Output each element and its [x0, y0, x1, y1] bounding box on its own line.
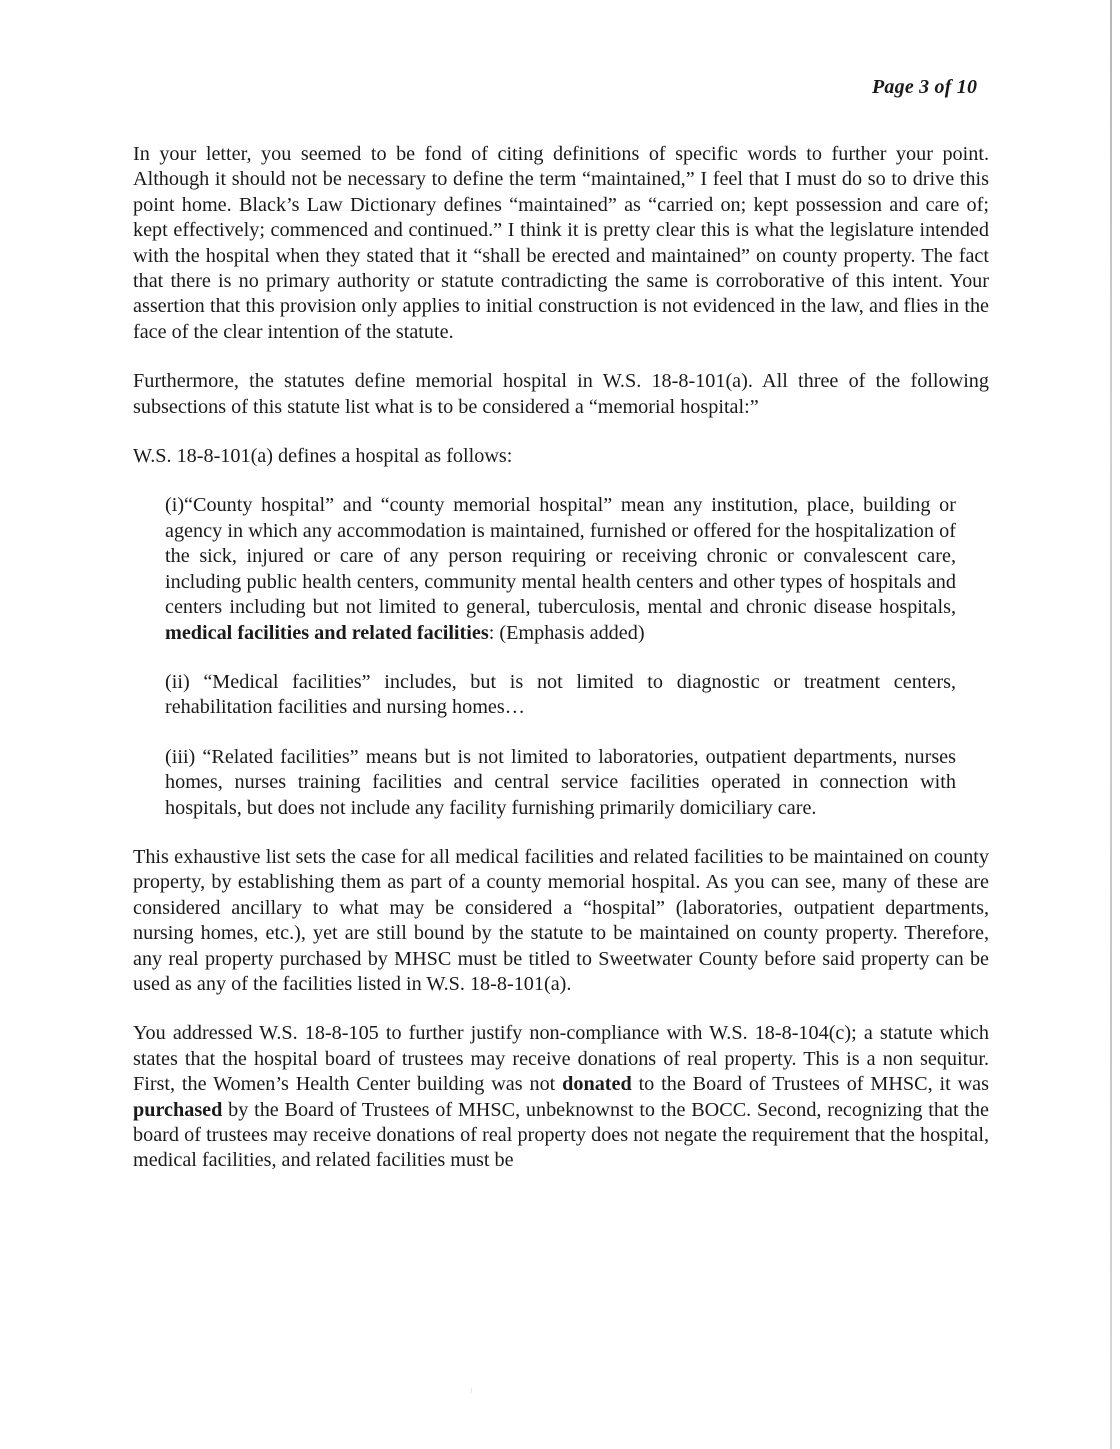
purchased-emphasis: purchased [133, 1098, 223, 1121]
donations-text-2: to the Board of Trustees of MHSC, it was [631, 1073, 989, 1096]
page-number: Page 3 of 10 [872, 76, 978, 98]
paragraph-donations [133, 1021, 989, 1173]
letter-body [133, 142, 989, 1174]
quote-i-text: (i)“County hospital” and “county memorial hospital” mean any institution, place, building or agency in which any accommodation is maintained, furnished or offered for the hospitalization of the sick, injured or care of any person requiring or receiving chronic or convalescent care, including public health centers, community mental health centers and other types of hospitals and centers including but not limited to general, tuberculosis, mental and chronic disease hospitals, [165, 494, 956, 619]
donated-emphasis: donated [562, 1073, 632, 1096]
paragraph-memorial-hospital: Furthermore, the statutes define memorial hospital in W.S. 18-8-101(a). All three of the following subsections of this statute list what is to be considered a “memorial hospital:” [133, 370, 989, 418]
quote-i-emphasis: medical facilities and related facilities [165, 621, 489, 644]
quote-subsection-i [165, 493, 956, 645]
quote-subsection-iii: (iii) “Related facilities” means but is not limited to laboratories, outpatient departments, nurses homes, nurses training facilities and central service facilities operated in connection with hospitals, but does not include any facility furnishing primarily domiciliary care. [165, 745, 956, 819]
donations-text-3: by the Board of Trustees of MHSC, unbeknownst to the BOCC. Second, recognizing that the board of trustees may receive donations of real property does not negate the requirement that the hospital, medical facilities, and related facilities must be [133, 1098, 989, 1172]
donations-text-1: You addressed W.S. 18-8-105 to further justify non-compliance with W.S. 18-8-104(c); a statute which states that the hospital board of trustees may receive donations of real property. This is a non sequitur. First, the Women’s Health Center building was not [133, 1022, 989, 1096]
quote-i-tail: : (Emphasis added) [488, 621, 645, 644]
scan-edge-line [1110, 0, 1112, 1449]
paragraph-statute-intro: W.S. 18-8-101(a) defines a hospital as follows: [133, 445, 513, 468]
quote-subsection-ii: (ii) “Medical facilities” includes, but is not limited to diagnostic or treatment centers, rehabilitation facilities and nursing homes… [165, 670, 956, 719]
paragraph-maintained-definition: In your letter, you seemed to be fond of citing definitions of specific words to further your point. Although it should not be necessary to define the term “maintained,” I feel that I must do so to drive this point home. Black’s Law Dictionary defines “maintained” as “carried on; kept possession and care of; kept effectively; commenced and continued.” I think it is pretty clear this is what the legislature intended with the hospital when they stated that it “shall be erected and maintained” on county property. The fact that there is no primary authority or statute contradicting the same is corroborative of this intent. Your assertion that this provision only applies to initial construction is not evidenced in the law, and flies in the face of the clear intention of the statute. [133, 143, 989, 343]
scan-artifact-mark [471, 1388, 472, 1393]
paragraph-exhaustive-list: This exhaustive list sets the case for all medical facilities and related facilities to be maintained on county property, by establishing them as part of a county memorial hospital. As you can see, many of these are considered ancillary to what may be considered a “hospital” (laboratories, outpatient departments, nursing homes, etc.), yet are still bound by the statute to be maintained on county property. Therefore, any real property purchased by MHSC must be titled to Sweetwater County before said property can be used as any of the facilities listed in W.S. 18-8-101(a). [133, 845, 989, 995]
